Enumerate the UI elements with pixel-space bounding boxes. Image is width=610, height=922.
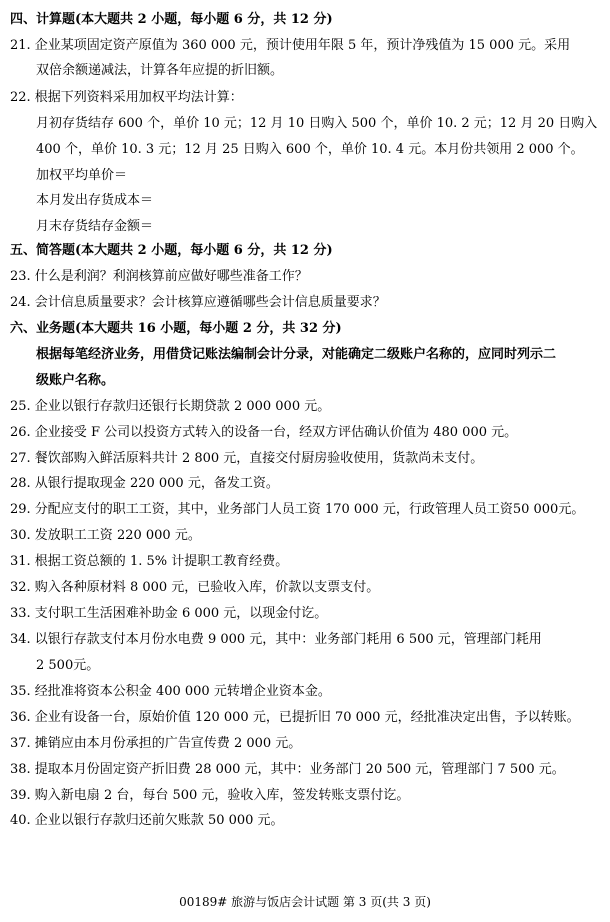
question-29: 29. 分配应支付的职工工资，其中，业务部门人员工资 170 000 元，行政管理人员工资50 000元。	[10, 502, 585, 517]
question-40: 40. 企业以银行存款归还前欠账款 50 000 元。	[10, 813, 284, 828]
question-38: 38. 提取本月份固定资产折旧费 28 000 元，其中：业务部门 20 500 元，管理部门 7 500 元。	[10, 762, 565, 777]
question-22-line-4: 加权平均单价＝	[36, 168, 128, 183]
question-31: 31. 根据工资总额的 1. 5% 计提职工教育经费。	[10, 554, 289, 569]
question-26: 26. 企业接受 F 公司以投资方式转入的设备一台，经双方评估确认价值为 480 000 元。	[10, 425, 518, 440]
question-22-line-5: 本月发出存货成本＝	[36, 193, 154, 208]
question-34-line-2: 2 500元。	[36, 658, 100, 673]
page-footer: 00189# 旅游与饭店会计试题 第 3 页(共 3 页)	[179, 895, 431, 909]
question-21-line-2: 双倍余额递减法，计算各年应提的折旧额。	[36, 63, 284, 78]
question-28: 28. 从银行提取现金 220 000 元，备发工资。	[10, 476, 279, 491]
section-5-heading: 五、简答题(本大题共 2 小题，每小题 6 分，共 12 分)	[10, 243, 333, 258]
section-6-instruction-line-1: 根据每笔经济业务，用借贷记账法编制会计分录，对能确定二级账户名称的，应同时列示二	[36, 347, 557, 362]
question-22-line-1: 22. 根据下列资料采用加权平均法计算：	[10, 90, 243, 105]
question-21-line-1: 21. 企业某项固定资产原值为 360 000 元，预计使用年限 5 年，预计净残值为 15 000 元。采用	[10, 38, 571, 53]
question-22-line-3: 400 个，单价 10. 3 元；12 月 25 日购入 600 个，单价 10. 4 元。本月份共领用 2 000 个。	[36, 142, 584, 157]
question-22-line-2: 月初存货结存 600 个，单价 10 元；12 月 10 日购入 500 个，单价 10. 2 元；12 月 20 日购入	[36, 116, 598, 131]
question-33: 33. 支付职工生活困难补助金 6 000 元，以现金付讫。	[10, 606, 328, 621]
question-35: 35. 经批准将资本公积金 400 000 元转增企业资本金。	[10, 684, 331, 699]
question-24: 24. 会计信息质量要求？会计核算应遵循哪些会计信息质量要求？	[10, 295, 386, 310]
question-30: 30. 发放职工工资 220 000 元。	[10, 528, 201, 543]
question-34-line-1: 34. 以银行存款支付本月份水电费 9 000 元，其中：业务部门耗用 6 500 元，管理部门耗用	[10, 632, 542, 647]
section-4-heading: 四、计算题(本大题共 2 小题，每小题 6 分，共 12 分)	[10, 12, 333, 27]
section-6-instruction-line-2: 级账户名称。	[36, 373, 115, 388]
question-25: 25. 企业以银行存款归还银行长期贷款 2 000 000 元。	[10, 399, 331, 414]
section-6-heading: 六、业务题(本大题共 16 小题，每小题 2 分，共 32 分)	[10, 321, 342, 336]
question-37: 37. 摊销应由本月份承担的广告宣传费 2 000 元。	[10, 736, 302, 751]
question-36: 36. 企业有设备一台，原始价值 120 000 元，已提折旧 70 000 元，经批准决定出售，予以转账。	[10, 710, 580, 725]
question-27: 27. 餐饮部购入鲜活原料共计 2 800 元，直接交付厨房验收使用，货款尚未支付。	[10, 451, 484, 466]
question-32: 32. 购入各种原材料 8 000 元，已验收入库，价款以支票支付。	[10, 580, 380, 595]
question-22-line-6: 月末存货结存金额＝	[36, 219, 154, 234]
question-39: 39. 购入新电扇 2 台，每台 500 元，验收入库，签发转账支票付讫。	[10, 788, 410, 803]
question-23: 23. 什么是利润？利润核算前应做好哪些准备工作？	[10, 269, 308, 284]
